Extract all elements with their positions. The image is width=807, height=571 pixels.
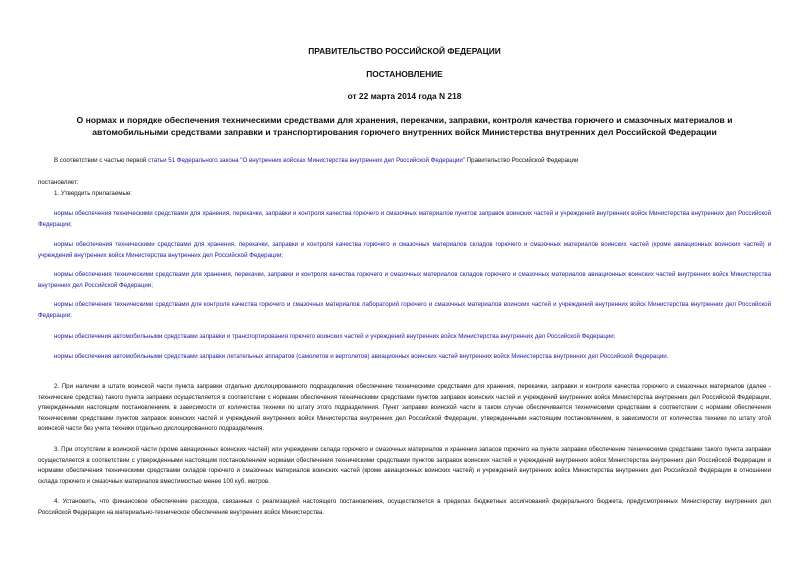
- document-type-heading: ПОСТАНОВЛЕНИЕ: [366, 69, 443, 79]
- norm-link-2[interactable]: нормы обеспечения техническими средствами для хранения, перекачки, заправки и контроля качества горючего и смазочных материалов складов горючего и смазочных материалов воинских частей (кроме авиационных воинских частей) и учреждений внутренних войск Министерства внутренних дел Российской Федерации;: [38, 241, 771, 259]
- norm-link-1[interactable]: нормы обеспечения техническими средствами для хранения, перекачки, заправки и контроля качества горючего и смазочных материалов пунктов заправок воинских частей и учреждений внутренних войск Министерства внутренних дел Российской Федерации;: [38, 210, 771, 228]
- norm-link-6[interactable]: нормы обеспечения автомобильными средствами заправки летательных аппаратов (самолетов и вертолетов) авиационных воинских частей внутренних войск Министерства внутренних дел Российской Федерации.: [54, 353, 669, 360]
- item-3: 3. При отсутствии в воинской части (кроме авиационных воинских частей) или учреждении склада горючего и смазочных материалов и хранении запасов горючего на пункте заправки обеспечение техническими средствами такого пункта заправки осуществляется в соответствии с утвержденными настоящим постановлением нормами обеспечения техническими средствами пунктов заправок воинских частей и учреждений внутренних войск Министерства внутренних дел Российской Федерации и нормами обеспечения техническими средствами складов горючего и смазочных материалов воинских частей (кроме авиационных воинских частей) и учреждений внутренних войск Министерства внутренних дел Российской Федерации в отношении склада горючего и смазочных материалов вместимостью менее 100 куб. метров.: [38, 446, 771, 485]
- norm-link-4[interactable]: нормы обеспечения техническими средствами для контроля качества горючего и смазочных материалов лабораторий горючего и смазочных материалов воинских частей и учреждений внутренних войск Министерства внутренних дел Российской Федерации;: [38, 301, 771, 319]
- document-date: от 22 марта 2014 года N 218: [347, 91, 462, 101]
- item-1: 1. Утвердить прилагаемые:: [54, 190, 133, 197]
- item-4: 4. Установить, что финансовое обеспечение расходов, связанных с реализацией настоящего постановления, осуществляется в пределах бюджетных ассигнований федерального бюджета, предусмотренных Министерству внутренних дел Российской Федерации на материально-техническое обеспечение внутренних войск Министерства.: [38, 498, 771, 516]
- item-2: 2. При наличии в штате воинской части пункта заправки отдельно дислоцированного подразделения обеспечение техническими средствами для хранения, перекачки, заправки и контроля качества горючего и смазочных материалов (далее - технические средства) такого пункта заправки осуществляется в соответствии с нормами обеспечения техническими средствами пунктов заправок воинских частей и учреждений внутренних войск Министерства внутренних дел Российской Федерации, утвержденными настоящим постановлением, в зависимости от количества техники по штату этого подразделения. Пункт заправки воинской части в таком случае обеспечивается техническими средствами в соответствии с нормами обеспечения техническими средствами пунктов заправок воинских частей и учреждений внутренних войск Министерства внутренних дел Российской Федерации, утвержденными настоящим постановлением, в зависимости от количества техники по штату этой воинской части без учета техники отдельно дислоцированного подразделения.: [38, 383, 771, 433]
- preamble-text-before: В соответствии с частью первой: [54, 157, 148, 164]
- law-article-link[interactable]: статьи 51 Федерального закона "О внутренних войсках Министерства внутренних дел Российской Федерации": [148, 157, 466, 164]
- government-heading: ПРАВИТЕЛЬСТВО РОССИЙСКОЙ ФЕДЕРАЦИИ: [308, 46, 501, 56]
- decides-text: постановляет:: [38, 179, 79, 186]
- preamble: [38, 156, 771, 167]
- norm-link-3[interactable]: нормы обеспечения техническими средствами для хранения, перекачки, заправки и контроля качества горючего и смазочных материалов складов горючего и смазочных материалов авиационных воинских частей внутренних войск Министерства внутренних дел Российской Федерации;: [38, 271, 771, 289]
- preamble-text-after: Правительство Российской Федерации: [465, 157, 579, 164]
- document-title: О нормах и порядке обеспечения техническими средствами для хранения, перекачки, заправки, контроля качества горючего и смазочных материалов и автомобильными средствами заправки и транспортирования горючего внутренних войск Министерства внутренних дел Российской Федерации: [76, 115, 733, 137]
- norm-link-5[interactable]: нормы обеспечения автомобильными средствами заправки и транспортирования горючего воинских частей и учреждений внутренних войск Министерства внутренних дел Российской Федерации;: [54, 333, 616, 340]
